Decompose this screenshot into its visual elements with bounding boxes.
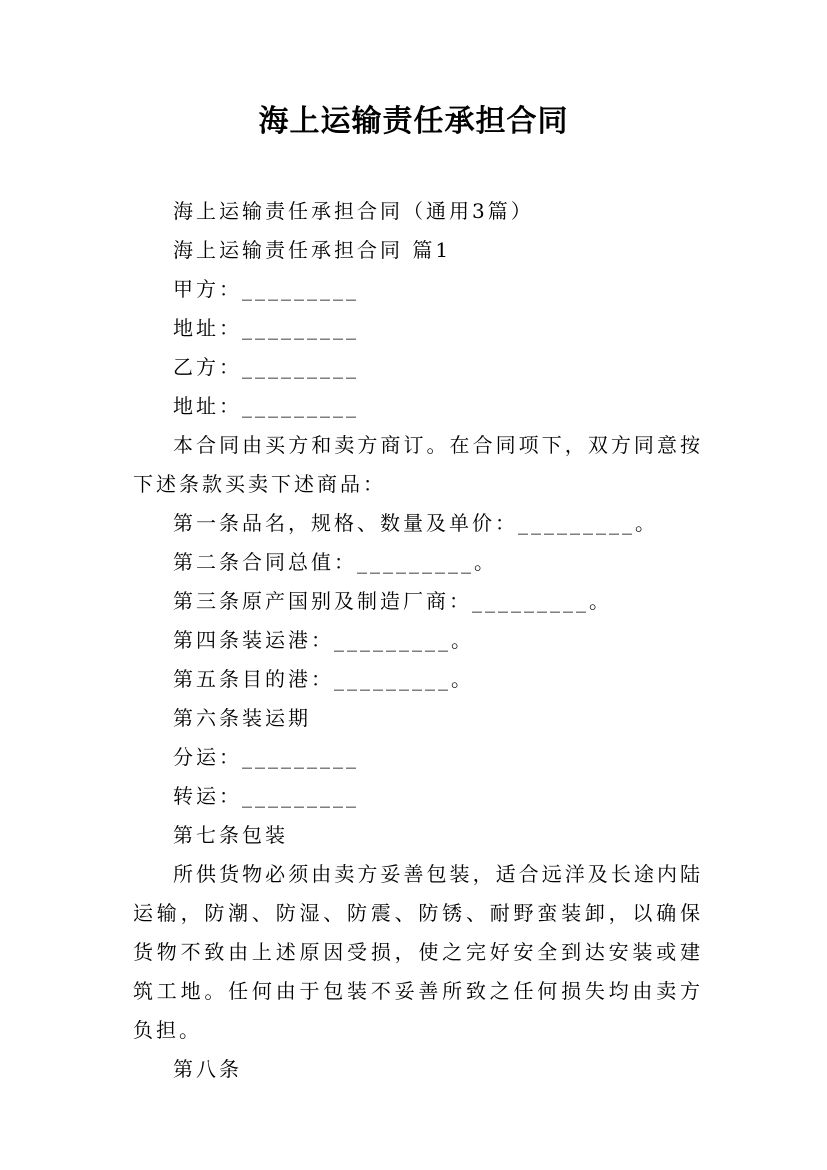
document-body (133, 192, 703, 1089)
partial-shipment-field: 分运：_________ (173, 745, 359, 769)
clause-2: 第二条合同总值：_________。 (173, 550, 497, 574)
clause-3: 第三条原产国别及制造厂商：_________。 (173, 589, 612, 613)
clause-7: 第七条包装 (173, 823, 288, 847)
clause-1: 第一条品名，规格、数量及单价：_________。 (173, 511, 658, 535)
party-a-field: 甲方：_________ (173, 277, 359, 301)
subtitle-line: 海上运输责任承担合同（通用3篇） (173, 199, 534, 223)
party-b-field: 乙方：_________ (173, 355, 359, 379)
party-b-address-field: 地址：_________ (173, 394, 359, 418)
party-a-address-field: 地址：_________ (173, 316, 359, 340)
packaging-paragraph: 所供货物必须由卖方妥善包装，适合远洋及长途内陆运输，防潮、防湿、防震、防锈、耐野蛮装卸，以确保货物不致由上述原因受损，使之完好安全到达安装或建筑工地。任何由于包装不妥善所致之任何损失均由卖方负担。 (133, 862, 703, 1042)
clause-6: 第六条装运期 (173, 706, 311, 730)
intro-paragraph: 本合同由买方和卖方商订。在合同项下，双方同意按下述条款买卖下述商品： (133, 433, 703, 496)
transshipment-field: 转运：_________ (173, 784, 359, 808)
section-heading: 海上运输责任承担合同 篇1 (173, 238, 452, 262)
clause-8: 第八条 (173, 1057, 242, 1081)
document-title: 海上运输责任承担合同 (258, 104, 569, 139)
clause-5: 第五条目的港：_________。 (173, 667, 474, 691)
clause-4: 第四条装运港：_________。 (173, 628, 474, 652)
